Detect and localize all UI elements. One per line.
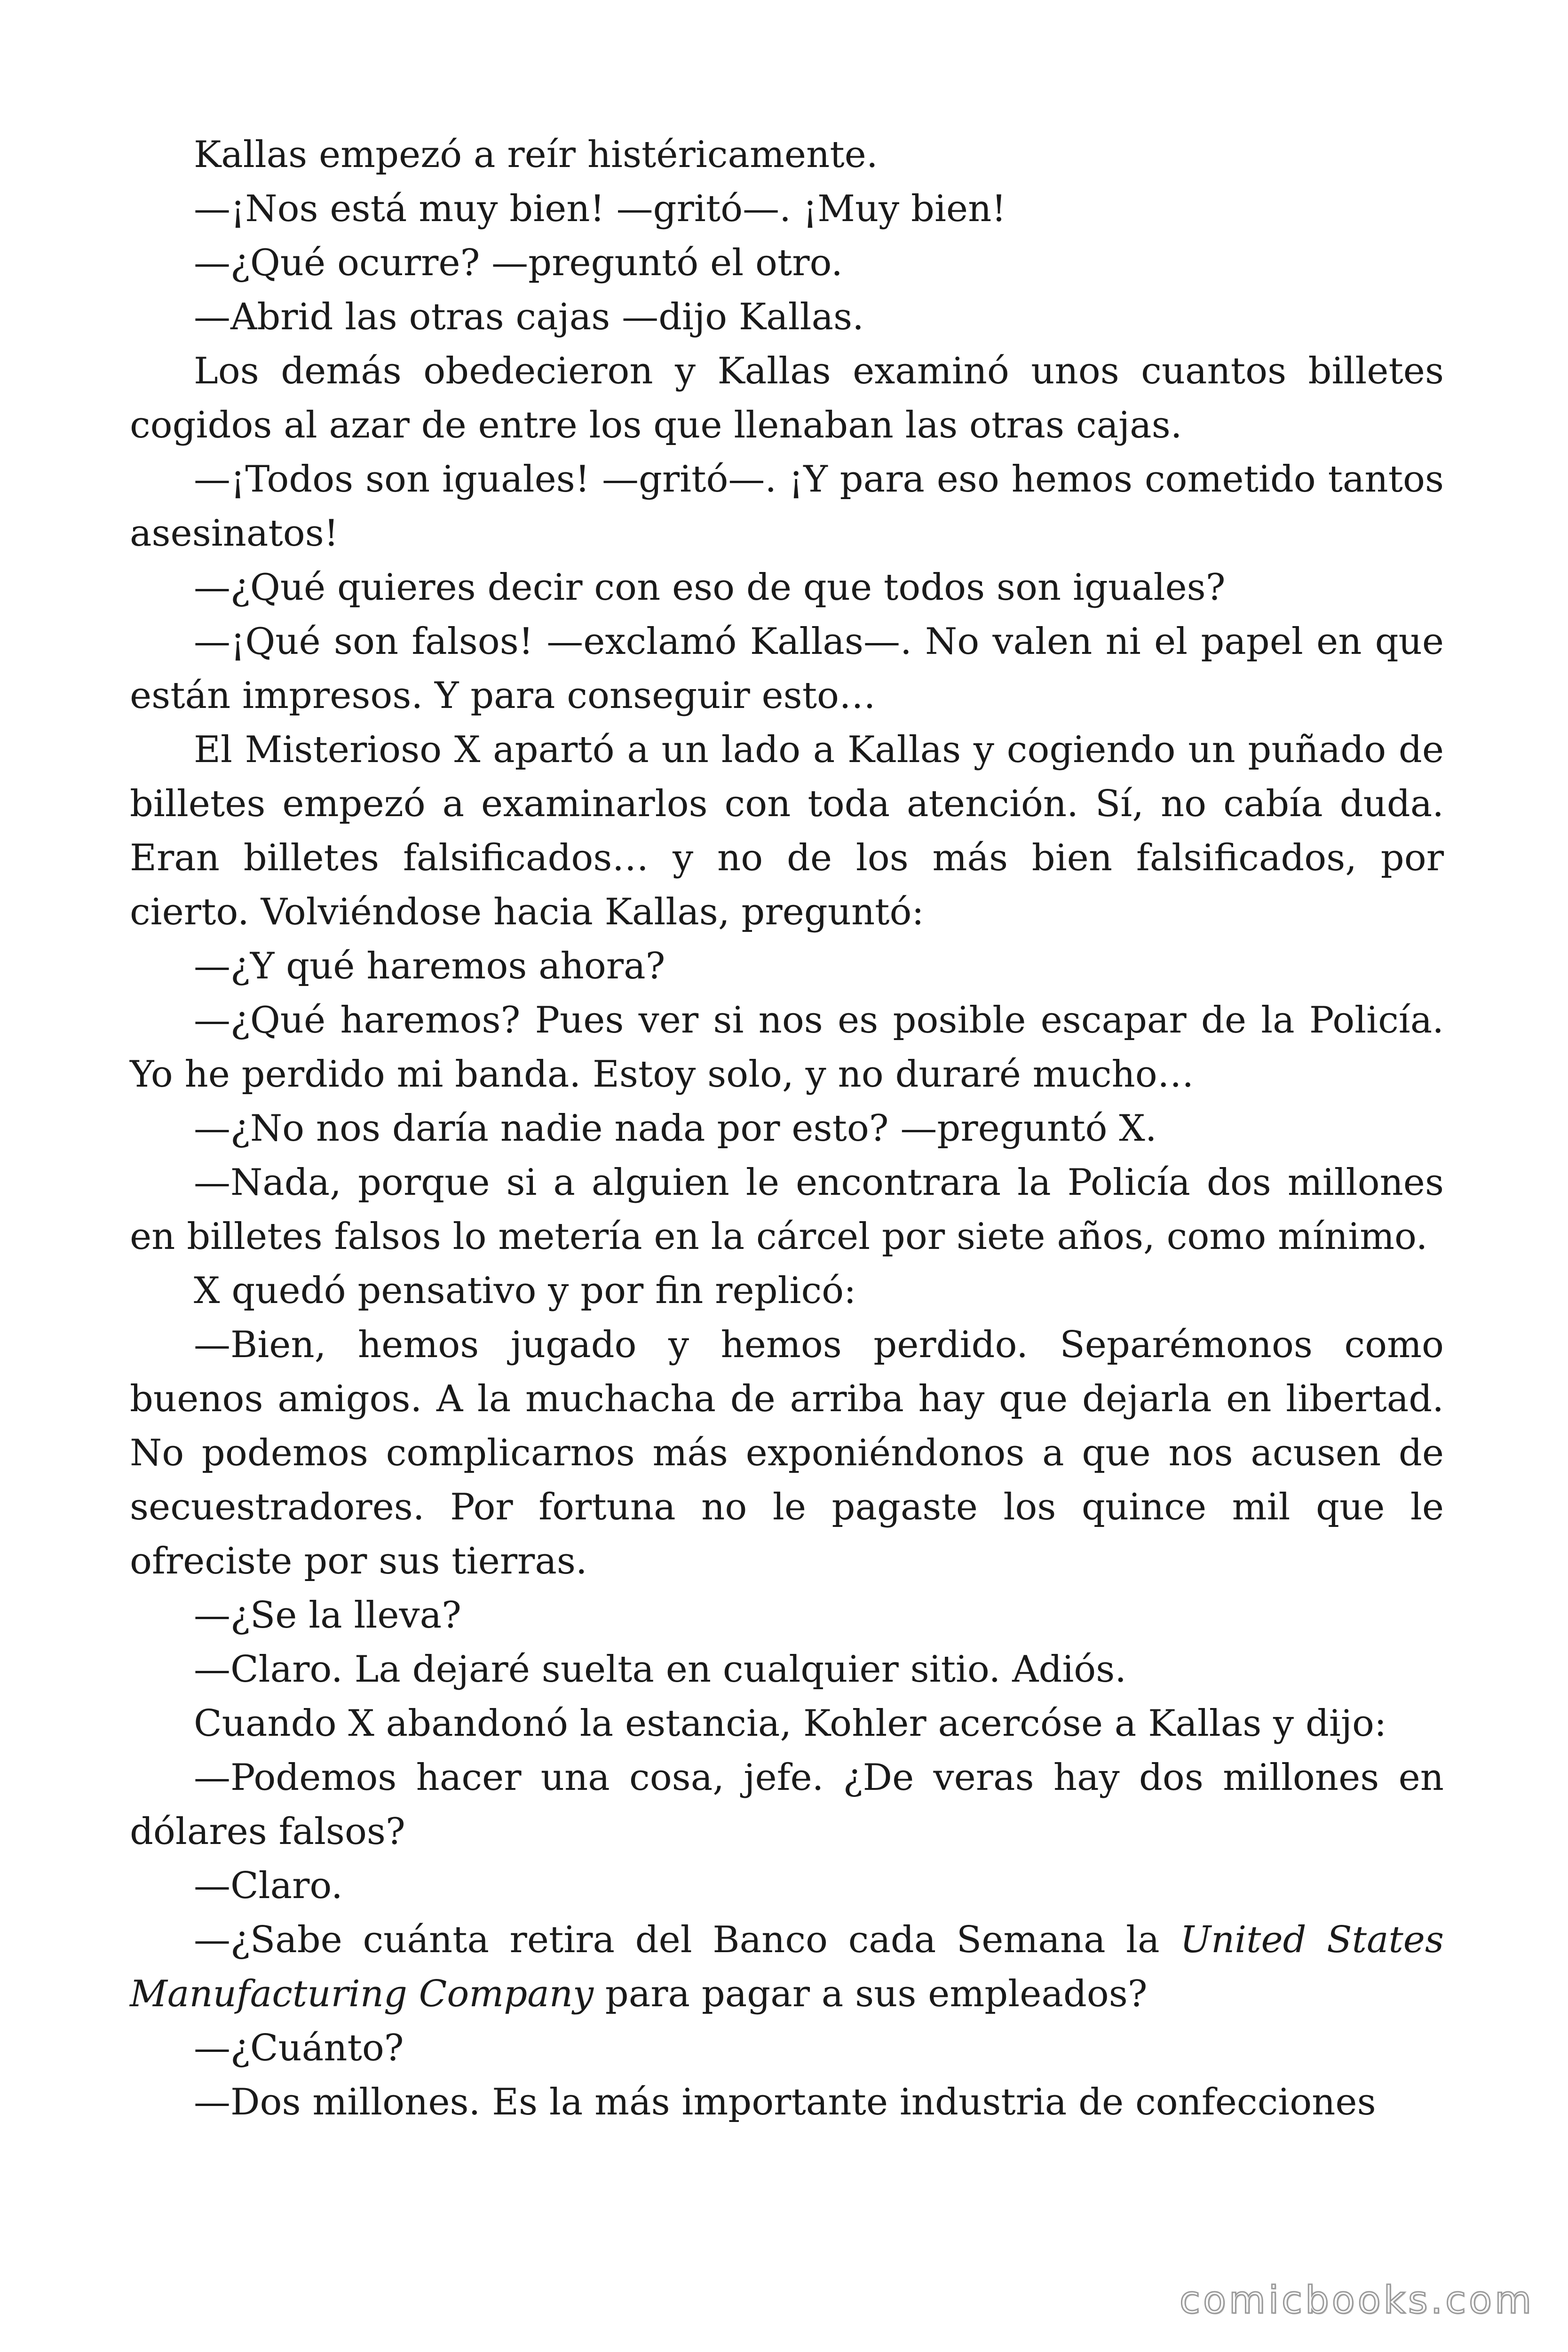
paragraph: —Claro. La dejaré suelta en cualquier sitio. Adiós.	[194, 1648, 1127, 1691]
paragraph: —¿Qué ocurre? —preguntó el otro.	[194, 242, 843, 284]
paragraph: —¿Qué haremos? Pues ver si nos es posible escapar de la Policía. Yo he perdido mi banda. Estoy solo, y no duraré mucho…	[130, 999, 1444, 1096]
paragraph: —¿No nos daría nadie nada por esto? —preguntó X.	[194, 1107, 1157, 1150]
paragraph: —¿Qué quieres decir con eso de que todos son iguales?	[194, 566, 1226, 609]
company-name: United States Manufacturing Company	[130, 1919, 1444, 2015]
paragraph: —¿Cuánto?	[194, 2027, 404, 2069]
paragraph: —¡Nos está muy bien! —gritó—. ¡Muy bien!	[194, 188, 1006, 230]
paragraph: —¡Qué son falsos! —exclamó Kallas—. No valen ni el papel en que están impresos. Y para conseguir esto…	[130, 620, 1444, 717]
paragraph: El Misterioso X apartó a un lado a Kallas y cogiendo un puñado de billetes empezó a examinarlos con toda atención. Sí, no cabía duda. Eran billetes falsificados… y no de los más bien falsificados, por cierto. Volviéndose hacia Kallas, preguntó:	[130, 729, 1444, 933]
paragraph: Kallas empezó a reír histéricamente.	[194, 134, 878, 176]
paragraph: —Claro.	[194, 1865, 343, 1907]
watermark: comicbooks.com	[1179, 2278, 1534, 2322]
page-body	[130, 128, 1444, 2130]
paragraph: Los demás obedecieron y Kallas examinó unos cuantos billetes cogidos al azar de entre los que llenaban las otras cajas.	[130, 350, 1444, 446]
paragraph: X quedó pensativo y por fin replicó:	[194, 1270, 856, 1312]
paragraph: —¿Se la lleva?	[194, 1594, 461, 1637]
paragraph: —Abrid las otras cajas —dijo Kallas.	[194, 296, 864, 338]
paragraph-company-question	[130, 1913, 1444, 2021]
paragraph-text: para pagar a sus empleados?	[594, 1973, 1148, 2015]
paragraph: —Nada, porque si a alguien le encontrara la Policía dos millones en billetes falsos lo metería en la cárcel por siete años, como mínimo.	[130, 1161, 1444, 1258]
paragraph: —Podemos hacer una cosa, jefe. ¿De veras hay dos millones en dólares falsos?	[130, 1756, 1444, 1853]
paragraph-text: —¿Sabe cuánta retira del Banco cada Semana la	[194, 1919, 1180, 1961]
paragraph: —Bien, hemos jugado y hemos perdido. Separémonos como buenos amigos. A la muchacha de arriba hay que dejarla en libertad. No podemos complicarnos más exponiéndonos a que nos acusen de secuestradores. Por fortuna no le pagaste los quince mil que le ofreciste por sus tierras.	[130, 1324, 1444, 1582]
paragraph: —¿Y qué haremos ahora?	[194, 945, 665, 987]
paragraph: Cuando X abandonó la estancia, Kohler acercóse a Kallas y dijo:	[194, 1702, 1387, 1745]
paragraph: —Dos millones. Es la más importante industria de confecciones	[194, 2081, 1376, 2123]
paragraph: —¡Todos son iguales! —gritó—. ¡Y para eso hemos cometido tantos asesinatos!	[130, 458, 1444, 555]
